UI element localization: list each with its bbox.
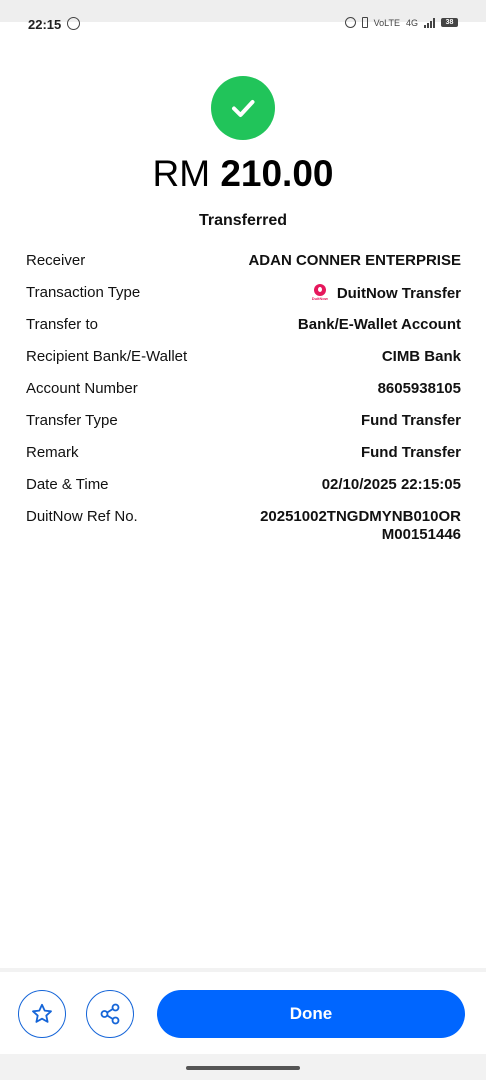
volte-label: VoLTE: [373, 17, 400, 28]
detail-label: Remark: [26, 444, 79, 461]
detail-label: Transaction Type: [26, 284, 141, 301]
status-bar: [0, 0, 486, 48]
detail-value: 02/10/2025 22:15:05: [321, 476, 461, 493]
vibrate-icon: [362, 17, 368, 28]
action-bar: [0, 968, 486, 1060]
detail-row-receiver: [26, 250, 461, 282]
battery-icon: 38: [441, 18, 458, 27]
transfer-status: Transferred: [198, 212, 288, 229]
signal-icon: [424, 18, 435, 28]
system-nav-bar: [0, 1054, 486, 1080]
detail-value: Bank/E-Wallet Account: [297, 316, 461, 333]
status-icons: [345, 17, 458, 28]
duitnow-logo-text: DuitNow: [311, 296, 328, 301]
detail-value: ADAN CONNER ENTERPRISE: [248, 252, 461, 269]
success-check-icon: [211, 76, 275, 140]
home-gesture-handle[interactable]: [186, 1066, 300, 1070]
alarm-icon: [345, 17, 356, 28]
whatsapp-icon: [67, 17, 80, 30]
transaction-details: [26, 250, 461, 550]
detail-row-transfer-to: [26, 314, 461, 346]
detail-label: Account Number: [26, 380, 138, 397]
detail-value: 8605938105: [377, 380, 461, 397]
detail-row-recipient-bank: [26, 346, 461, 378]
share-icon: [98, 1002, 122, 1026]
amount-value: 210.00: [220, 153, 334, 194]
detail-row-account-number: [26, 378, 461, 410]
detail-value: 20251002TNGDMYNB010ORM00151446: [260, 508, 461, 543]
duitnow-logo-icon: [310, 284, 330, 302]
transfer-amount: [0, 153, 486, 195]
detail-value: Fund Transfer: [360, 412, 461, 429]
done-button[interactable]: Done: [157, 990, 465, 1038]
amount-currency: RM: [152, 153, 211, 194]
detail-label: DuitNow Ref No.: [26, 508, 138, 525]
detail-label: Date & Time: [26, 476, 109, 493]
detail-label: Recipient Bank/E-Wallet: [26, 348, 188, 365]
detail-value-duitnow: [310, 282, 461, 302]
detail-value: DuitNow Transfer: [336, 284, 461, 302]
star-icon: [30, 1002, 54, 1026]
detail-label: Transfer Type: [26, 412, 118, 429]
status-time: 22:15: [28, 17, 62, 32]
detail-row-transfer-type: [26, 410, 461, 442]
favourite-button[interactable]: [18, 990, 66, 1038]
detail-row-transaction-type: [26, 282, 461, 314]
detail-value: Fund Transfer: [360, 444, 461, 461]
network-label: 4G: [405, 17, 418, 28]
detail-label: Transfer to: [26, 316, 98, 333]
share-button[interactable]: [86, 990, 134, 1038]
detail-label: Receiver: [26, 252, 86, 269]
detail-row-remark: [26, 442, 461, 474]
detail-value: CIMB Bank: [381, 348, 461, 365]
detail-row-date-time: [26, 474, 461, 506]
detail-row-ref-no: [26, 506, 461, 550]
